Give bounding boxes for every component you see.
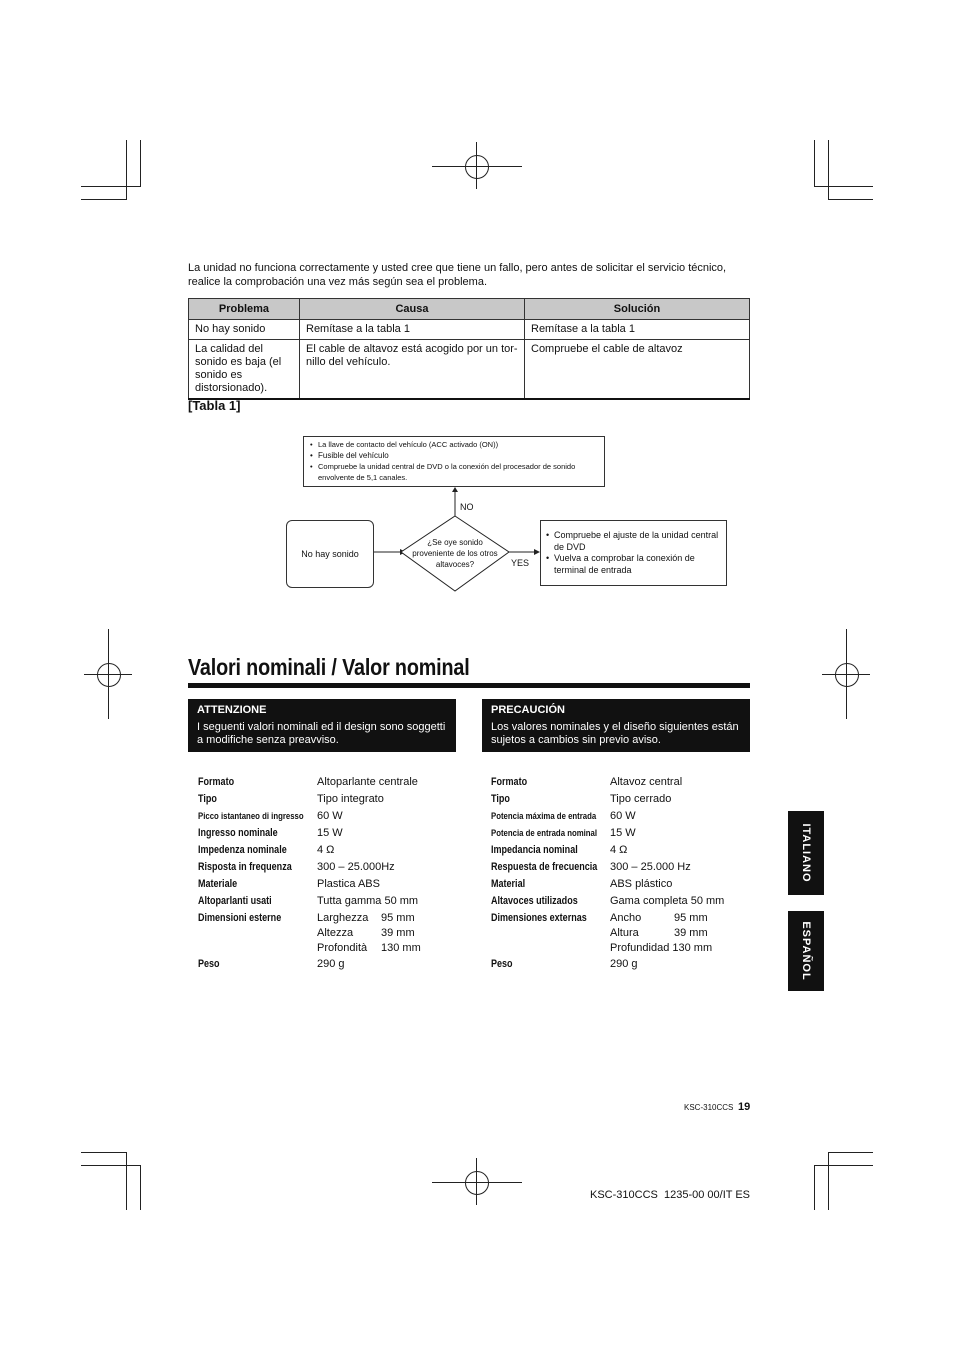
troubleshooting-table bbox=[188, 298, 750, 400]
header-causa: Causa bbox=[300, 299, 525, 320]
spec-value: 15 W bbox=[610, 827, 636, 839]
tab-label: ESPAÑOL bbox=[800, 921, 812, 981]
dim-label: Profondità bbox=[317, 942, 368, 954]
tab-espanol[interactable] bbox=[788, 911, 824, 991]
list-item bbox=[198, 842, 458, 859]
list-item bbox=[491, 774, 751, 791]
table-cell: El cable de altavoz está acogido por un tor-nillo del vehículo. bbox=[300, 340, 525, 400]
list-item bbox=[198, 859, 458, 876]
list-item bbox=[491, 956, 751, 973]
spec-label: Impedenza nominale bbox=[198, 844, 287, 856]
specs-italian bbox=[198, 774, 458, 973]
flow-yes-label: YES bbox=[511, 558, 530, 568]
dimensions-list bbox=[610, 911, 751, 956]
list-item bbox=[198, 774, 458, 791]
spec-label: Risposta in frequenza bbox=[198, 861, 292, 873]
tab-italiano[interactable] bbox=[788, 811, 824, 895]
spec-label: Peso bbox=[491, 958, 513, 970]
flow-question: ¿Se oye sonido proveniente de los otros altavoces? bbox=[412, 538, 498, 569]
table-cell: Compruebe el cable de altavoz bbox=[525, 340, 750, 400]
spec-label: Impedancia nominal bbox=[491, 844, 578, 856]
dim-label: Altezza bbox=[317, 927, 354, 939]
spec-label: Altoparlanti usati bbox=[198, 895, 272, 907]
spec-value: 290 g bbox=[317, 958, 345, 970]
tab-label: ITALIANO bbox=[800, 823, 812, 883]
dim-value: 95 mm bbox=[381, 912, 415, 924]
spec-value: 60 W bbox=[610, 810, 636, 822]
spec-value: Tipo cerrado bbox=[610, 793, 672, 805]
list-item bbox=[491, 893, 751, 910]
spec-value: Altoparlante centrale bbox=[317, 776, 418, 788]
spec-label: Tipo bbox=[198, 793, 217, 805]
table-cell: No hay sonido bbox=[189, 320, 300, 340]
spec-label: Dimensiones externas bbox=[491, 912, 587, 924]
list-item: • Compruebe el ajuste de la unidad central de DVD bbox=[544, 530, 722, 553]
page-number: 19 bbox=[738, 1101, 751, 1113]
spec-label: Formato bbox=[198, 776, 235, 788]
intro-paragraph: La unidad no funciona correctamente y usted cree que tiene un fallo, pero antes de solicitar el servicio técnico, realice la comprobación una vez más según sea el problema. bbox=[188, 262, 727, 288]
dim-value: 39 mm bbox=[381, 927, 415, 939]
list-item bbox=[198, 956, 458, 973]
list-item bbox=[491, 842, 751, 859]
dim-value: 130 mm bbox=[381, 942, 421, 954]
table-row bbox=[189, 340, 750, 400]
dim-label: Altura bbox=[610, 927, 639, 939]
list-item bbox=[198, 825, 458, 842]
table-cell: Remítase a la tabla 1 bbox=[525, 320, 750, 340]
dim-label: Profundidad bbox=[610, 942, 670, 954]
list-item bbox=[198, 910, 458, 956]
list-item bbox=[198, 876, 458, 893]
list-item: • Vuelva a comprobar la conexión de terminal de entrada bbox=[544, 553, 722, 576]
dim-value: 39 mm bbox=[674, 927, 708, 939]
table-row bbox=[189, 320, 750, 340]
spec-label: Tipo bbox=[491, 793, 510, 805]
title-rule bbox=[188, 683, 750, 688]
spec-value: Plastica ABS bbox=[317, 878, 380, 890]
spec-label: Ingresso nominale bbox=[198, 827, 278, 839]
spec-value: 4 Ω bbox=[610, 844, 628, 856]
spec-label: Materiale bbox=[198, 878, 238, 890]
spec-label: Dimensioni esterne bbox=[198, 912, 282, 924]
spec-value: ABS plástico bbox=[610, 878, 673, 890]
list-item bbox=[491, 876, 751, 893]
section-title: Valori nominali / Valor nominal bbox=[188, 654, 470, 680]
spec-value: 4 Ω bbox=[317, 844, 335, 856]
list-item: • Compruebe la unidad central de DVD o la conexión del procesador de sonido envolvente de 5,1 canales. bbox=[308, 461, 600, 483]
header-solucion: Solución bbox=[525, 299, 750, 320]
flow-no-label: NO bbox=[460, 502, 474, 512]
list-item bbox=[198, 893, 458, 910]
dimensions-list bbox=[317, 911, 458, 956]
spec-value: 300 – 25.000 Hz bbox=[610, 861, 691, 873]
spec-value: Altavoz central bbox=[610, 776, 683, 788]
table-cell: La calidad del sonido es baja (el sonido es distorsionado). bbox=[189, 340, 300, 400]
header-problema: Problema bbox=[189, 299, 300, 320]
flow-start-label: No hay sonido bbox=[301, 548, 359, 559]
print-code: KSC-310CCS 1235-00 00/IT ES bbox=[590, 1189, 750, 1201]
spec-value: 15 W bbox=[317, 827, 343, 839]
spec-value: 290 g bbox=[610, 958, 638, 970]
spec-label: Formato bbox=[491, 776, 528, 788]
list-item: • La llave de contacto del vehículo (ACC activado (ON)) bbox=[308, 439, 600, 450]
spec-label: Altavoces utilizados bbox=[491, 895, 578, 907]
spec-label: Picco istantaneo di ingresso bbox=[198, 811, 304, 822]
list-item: • Fusible del vehículo bbox=[308, 450, 600, 461]
precaucion-box bbox=[482, 699, 750, 752]
spec-label: Peso bbox=[198, 958, 220, 970]
spec-label: Respuesta de frecuencia bbox=[491, 861, 598, 873]
list-item bbox=[491, 808, 751, 825]
footer-model: KSC-310CCS bbox=[684, 1103, 734, 1112]
attenzione-text: I seguenti valori nominali ed il design sono soggetti a modifiche senza preavviso. bbox=[197, 720, 446, 746]
flow-start-box bbox=[286, 520, 374, 588]
list-item bbox=[491, 859, 751, 876]
flow-yes-box bbox=[540, 520, 727, 586]
spec-label: Potencia de entrada nominal bbox=[491, 828, 598, 839]
flow-check-box bbox=[303, 436, 605, 487]
list-item bbox=[491, 791, 751, 808]
spec-value: Tutta gamma 50 mm bbox=[317, 895, 419, 907]
spec-value: 60 W bbox=[317, 810, 343, 822]
list-item bbox=[491, 910, 751, 956]
spec-value: Tipo integrato bbox=[317, 793, 384, 805]
table-cell: Remítase a la tabla 1 bbox=[300, 320, 525, 340]
spec-label: Potencia máxima de entrada bbox=[491, 811, 597, 822]
dim-value: 130 mm bbox=[672, 942, 713, 954]
list-item bbox=[198, 808, 458, 825]
specs-spanish bbox=[491, 774, 751, 973]
dim-label: Ancho bbox=[610, 912, 642, 924]
tabla-1-label: [Tabla 1] bbox=[188, 398, 241, 413]
spec-value: 300 – 25.000Hz bbox=[317, 861, 395, 873]
precaucion-heading: PRECAUCIÓN bbox=[491, 704, 565, 716]
table-header-row bbox=[189, 299, 750, 320]
spec-value: Gama completa 50 mm bbox=[610, 895, 725, 907]
spec-label: Material bbox=[491, 878, 526, 890]
attenzione-box bbox=[188, 699, 456, 752]
attenzione-heading: ATTENZIONE bbox=[197, 704, 267, 716]
dim-label: Larghezza bbox=[317, 912, 369, 924]
list-item bbox=[491, 825, 751, 842]
dim-value: 95 mm bbox=[674, 912, 708, 924]
list-item bbox=[198, 791, 458, 808]
precaucion-text: Los valores nominales y el diseño siguientes están sujetos a cambios sin previo aviso. bbox=[491, 720, 739, 746]
